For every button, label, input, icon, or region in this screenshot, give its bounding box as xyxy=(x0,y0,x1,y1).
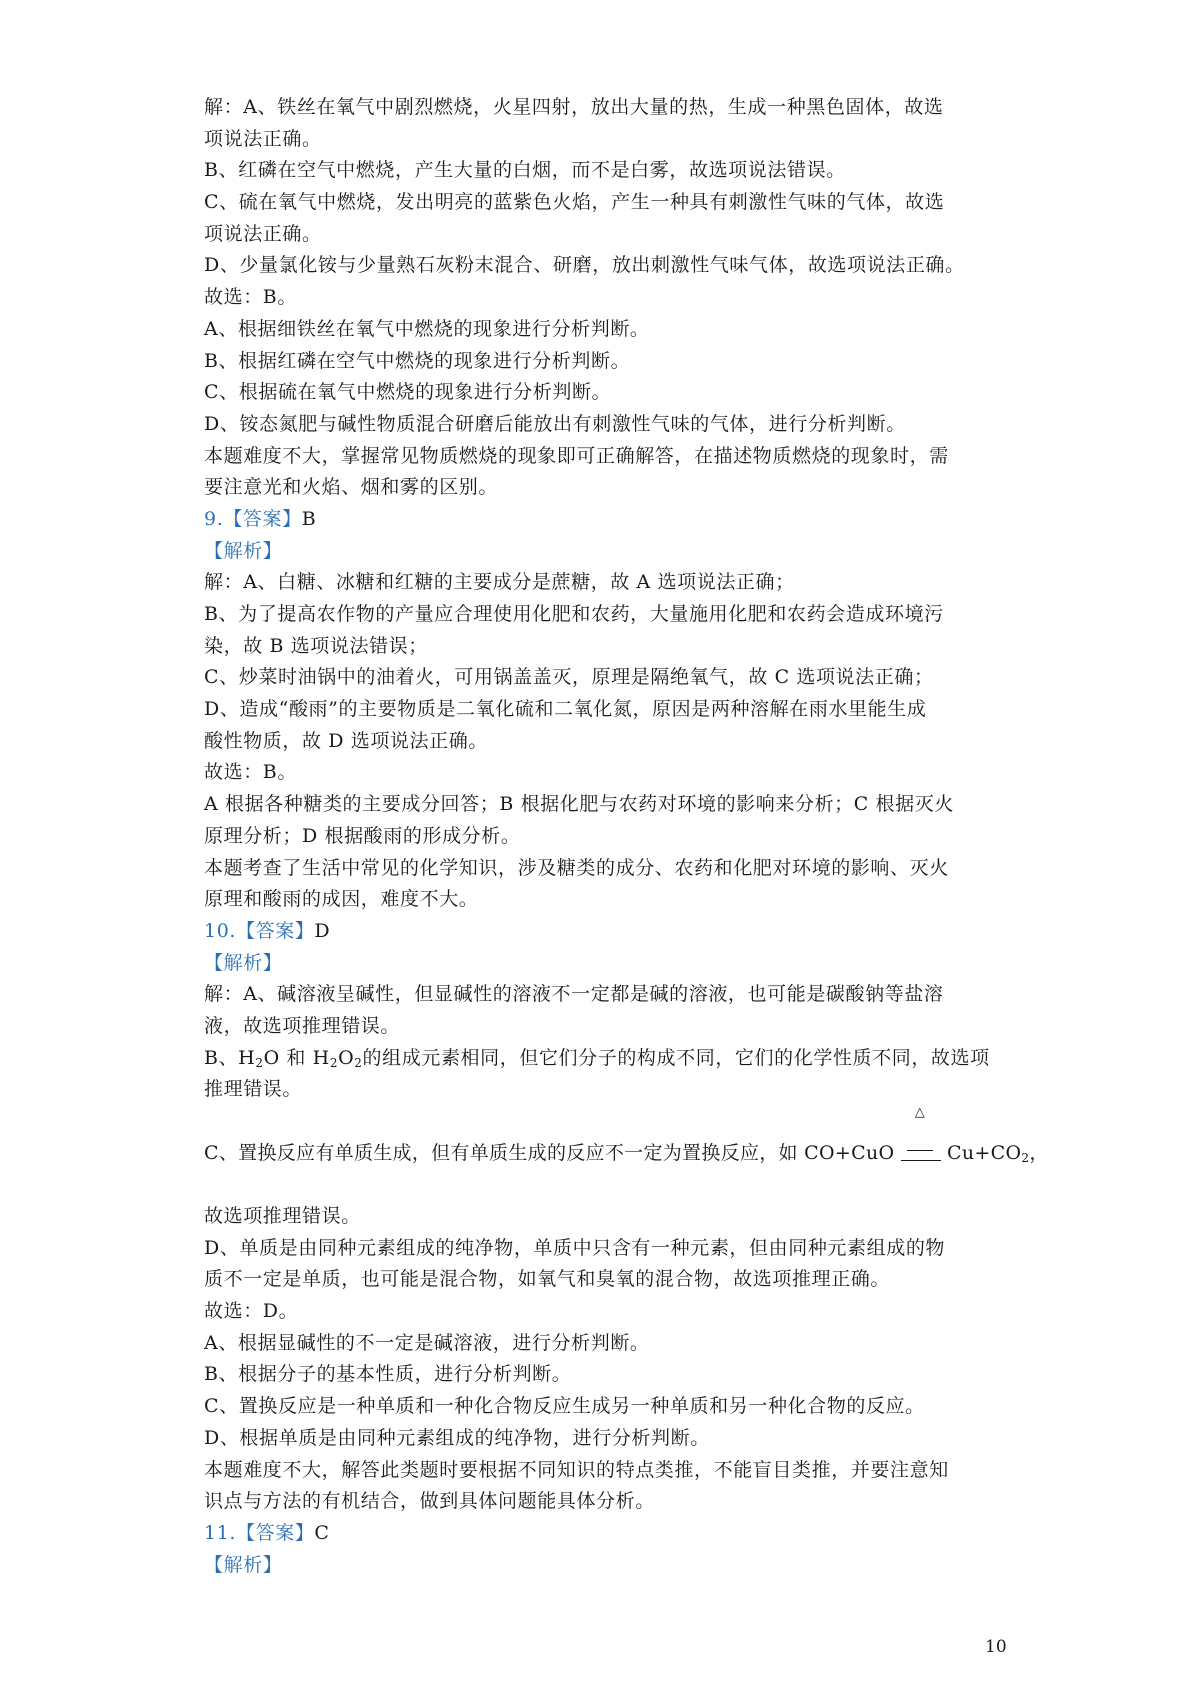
text-line: A、根据细铁丝在氧气中燃烧的现象进行分析判断。 xyxy=(204,317,650,340)
reaction-condition xyxy=(901,1105,941,1164)
q10-answer-line xyxy=(204,916,1004,948)
text-line: 本题难度不大，掌握常见物质燃烧的现象即可正确解答，在描述物质燃烧的现象时，需 xyxy=(204,444,949,467)
text-line: A 根据各种糖类的主要成分回答；B 根据化肥与农药对环境的影响来分析；C 根据灭火 xyxy=(204,793,954,816)
equals-bar xyxy=(901,1160,941,1161)
text-line-formula-b xyxy=(204,1043,1004,1075)
subscript: 2 xyxy=(354,1055,363,1070)
text-line: 解：A、铁丝在氧气中剧烈燃烧，火星四射，放出大量的热，生成一种黑色固体，故选 xyxy=(204,96,944,118)
q9-answer-value: B xyxy=(301,507,317,530)
text-line: 要注意光和火焰、烟和雾的区别。 xyxy=(204,476,499,499)
text-line: B、根据分子的基本性质，进行分析判断。 xyxy=(204,1363,572,1386)
q10-answer-heading: 10.【答案】 xyxy=(204,919,315,942)
equals-bar xyxy=(907,1150,933,1151)
text-line: B、红磷在空气中燃烧，产生大量的白烟，而不是白雾，故选项说法错误。 xyxy=(204,159,846,182)
q11-answer-value: C xyxy=(314,1521,330,1544)
text-line: 项说法正确。 xyxy=(204,222,322,245)
text-line: 故选：B。 xyxy=(204,286,297,309)
text-line: 识点与方法的有机结合，做到具体问题能具体分析。 xyxy=(204,1490,655,1513)
text-line: C、硫在氧气中燃烧，发出明亮的蓝紫色火焰，产生一种具有刺激性气味的气体，故选 xyxy=(204,191,945,214)
text-line: 染，故 B 选项说法错误； xyxy=(204,634,428,657)
text-line: D、根据单质是由同种元素组成的纯净物，进行分析判断。 xyxy=(204,1426,710,1449)
text-segment: O 和 H xyxy=(263,1046,330,1069)
text-line: 解：A、白糖、冰糖和红糖的主要成分是蔗糖，故 A 选项说法正确； xyxy=(204,571,795,594)
reaction-equation-line xyxy=(204,1105,1049,1201)
text-segment: O xyxy=(338,1046,355,1069)
text-segment: ， xyxy=(1029,1142,1049,1164)
subscript: 2 xyxy=(329,1055,339,1070)
text-line: 酸性物质，故 D 选项说法正确。 xyxy=(204,729,488,752)
q11-analysis-heading: 【解析】 xyxy=(204,1553,283,1576)
text-line: 推理错误。 xyxy=(204,1078,303,1101)
text-line: A、根据显碱性的不一定是碱溶液，进行分析判断。 xyxy=(204,1331,650,1354)
q9-answer-heading: 9.【答案】 xyxy=(204,507,302,530)
text-line: 原理和酸雨的成因，难度不大。 xyxy=(204,888,479,911)
text-line: B、根据红磷在空气中燃烧的现象进行分析判断。 xyxy=(204,349,631,372)
text-line: C、置换反应是一种单质和一种化合物反应生成另一种单质和另一种化合物的反应。 xyxy=(204,1395,925,1418)
document-body xyxy=(204,92,1049,1581)
heat-triangle-icon: △ xyxy=(914,1105,926,1120)
q9-analysis-heading: 【解析】 xyxy=(204,539,283,562)
text-segment: B、H xyxy=(204,1046,256,1069)
text-line: C、根据硫在氧气中燃烧的现象进行分析判断。 xyxy=(204,381,612,404)
subscript: 2 xyxy=(1021,1151,1030,1165)
q10-answer-value: D xyxy=(314,919,331,942)
q11-answer-line xyxy=(204,1518,1004,1550)
q11-answer-heading: 11.【答案】 xyxy=(204,1521,315,1544)
text-segment: 的组成元素相同，但它们分子的构成不同，它们的化学性质不同，故选项 xyxy=(362,1046,990,1069)
text-line: 液，故选项推理错误。 xyxy=(204,1014,401,1037)
text-line: D、少量氯化铵与少量熟石灰粉末混合、研磨，放出刺激性气味气体，故选项说法正确。 xyxy=(204,254,965,277)
text-line: 质不一定是单质，也可能是混合物，如氧气和臭氧的混合物，故选项推理正确。 xyxy=(204,1268,891,1291)
text-segment: C、置换反应有单质生成，但有单质生成的反应不一定为置换反应，如 CO+CuO xyxy=(204,1142,901,1164)
text-line: 项说法正确。 xyxy=(204,127,322,150)
text-segment: Cu+CO xyxy=(940,1142,1022,1164)
text-line: 本题难度不大，解答此类题时要根据不同知识的特点类推，不能盲目类推，并要注意知 xyxy=(204,1458,949,1481)
text-line: 故选项推理错误。 xyxy=(204,1205,361,1227)
text-line: D、铵态氮肥与碱性物质混合研磨后能放出有刺激性气味的气体，进行分析判断。 xyxy=(204,412,906,435)
text-line: 解：A、碱溶液呈碱性，但显碱性的溶液不一定都是碱的溶液，也可能是碳酸钠等盐溶 xyxy=(204,983,944,1006)
q10-analysis-heading: 【解析】 xyxy=(204,951,283,974)
text-line: D、单质是由同种元素组成的纯净物，单质中只含有一种元素，但由同种元素组成的物 xyxy=(204,1236,946,1259)
text-line: C、炒菜时油锅中的油着火，可用锅盖盖灭，原理是隔绝氧气，故 C 选项说法正确； xyxy=(204,666,934,689)
text-line: D、造成“酸雨”的主要物质是二氧化硫和二氧化氮，原因是两种溶解在雨水里能生成 xyxy=(204,698,927,721)
text-line: 故选：D。 xyxy=(204,1300,299,1323)
text-line: 故选：B。 xyxy=(204,761,297,784)
text-line: B、为了提高农作物的产量应合理使用化肥和农药，大量施用化肥和农药会造成环境污 xyxy=(204,603,944,625)
subscript: 2 xyxy=(255,1055,264,1070)
text-line: 原理分析；D 根据酸雨的形成分析。 xyxy=(204,824,521,847)
page-number: 10 xyxy=(985,1637,1007,1657)
text-line: 本题考查了生活中常见的化学知识，涉及糖类的成分、农药和化肥对环境的影响、灭火 xyxy=(204,856,949,879)
q9-answer-line xyxy=(204,504,1004,536)
